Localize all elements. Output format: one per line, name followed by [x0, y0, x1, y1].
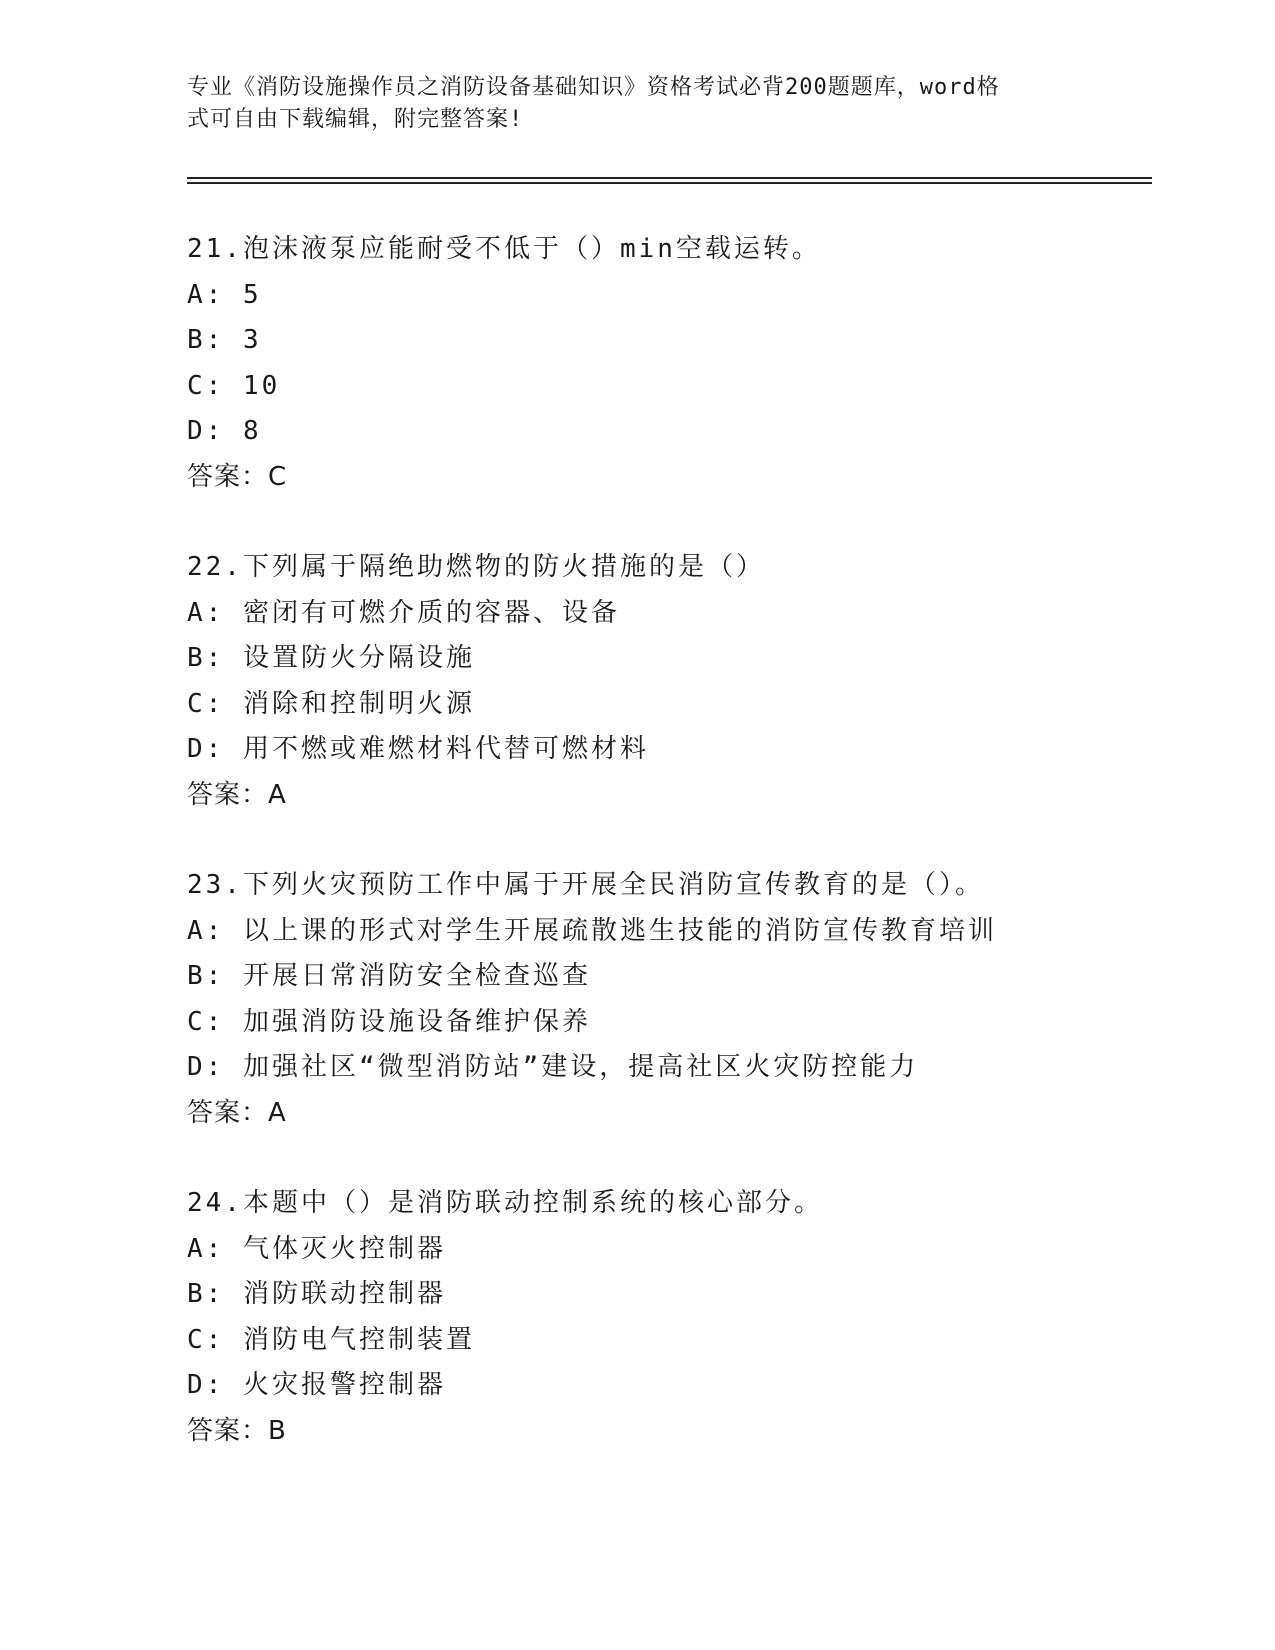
option-d: D: 火灾报警控制器 — [187, 1370, 446, 1400]
question-24 — [187, 1181, 1187, 1454]
option-b: B: 设置防火分隔设施 — [187, 643, 475, 673]
question-stem: 23.下列火灾预防工作中属于开展全民消防宣传教育的是（）。 — [187, 870, 984, 900]
option-a: A: 5 — [187, 279, 262, 310]
option-b: B: 消防联动控制器 — [187, 1279, 446, 1309]
header-divider-top — [187, 177, 1152, 179]
question-21 — [187, 227, 1187, 500]
option-c: C: 消除和控制明火源 — [187, 688, 475, 719]
option-a: A: 以上课的形式对学生开展疏散逃生技能的消防宣传教育培训 — [187, 915, 997, 946]
question-stem: 24.本题中（）是消防联动控制系统的核心部分。 — [187, 1188, 823, 1218]
option-c: C: 加强消防设施设备维护保养 — [187, 1006, 591, 1037]
option-b: B: 开展日常消防安全检查巡查 — [187, 961, 591, 991]
option-c: C: 消防电气控制装置 — [187, 1324, 475, 1355]
option-c: C: 10 — [187, 370, 281, 401]
answer: 答案：A — [187, 779, 287, 810]
question-stem: 21.泡沫液泵应能耐受不低于（）min空载运转。 — [187, 234, 821, 264]
question-stem: 22.下列属于隔绝助燃物的防火措施的是（） — [187, 552, 765, 582]
option-d: D: 用不燃或难燃材料代替可燃材料 — [187, 734, 649, 764]
answer: 答案：A — [187, 1097, 287, 1128]
header-line-2: 式可自由下载编辑，附完整答案! — [187, 107, 524, 132]
question-23 — [187, 863, 1187, 1136]
question-22 — [187, 545, 1187, 818]
option-a: A: 气体灭火控制器 — [187, 1233, 446, 1264]
option-b: B: 3 — [187, 325, 262, 355]
option-d: D: 加强社区“微型消防站”建设，提高社区火灾防控能力 — [187, 1052, 919, 1082]
header-line-1: 专业《消防设施操作员之消防设备基础知识》资格考试必背200题题库，word格 — [187, 75, 1000, 100]
header-divider-bottom — [187, 182, 1152, 184]
answer: 答案：B — [187, 1415, 287, 1446]
document-header — [187, 72, 1067, 136]
option-a: A: 密闭有可燃介质的容器、设备 — [187, 597, 620, 628]
answer: 答案：C — [187, 461, 288, 492]
option-d: D: 8 — [187, 416, 262, 446]
